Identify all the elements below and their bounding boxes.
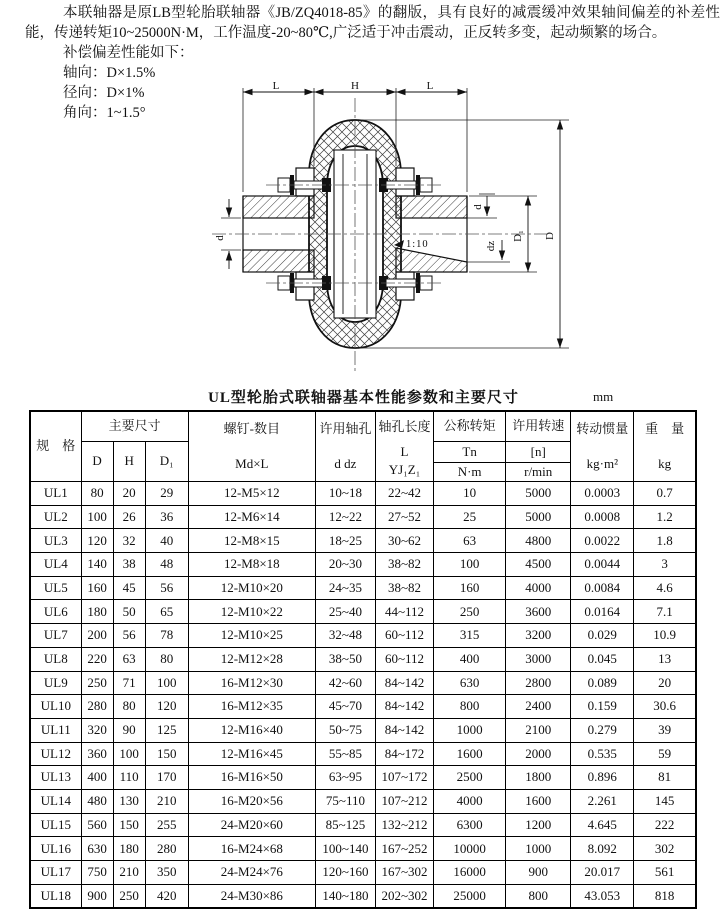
- cell-spec: UL14: [30, 789, 81, 813]
- table-row: [30, 718, 696, 742]
- header-inertia: [571, 411, 634, 482]
- cell-speed: 1600: [506, 789, 571, 813]
- dim-label-d-right: d: [472, 204, 484, 210]
- cell-speed: 1200: [506, 813, 571, 837]
- cell-weight: 561: [634, 861, 696, 885]
- cell-torque: 25: [434, 505, 506, 529]
- cell-bore-length: 38~82: [375, 576, 433, 600]
- cell-bore-length: 30~62: [375, 529, 433, 553]
- cell-speed: 3600: [506, 600, 571, 624]
- header-torque: 公称转矩: [434, 411, 506, 441]
- dim-label-d-left: d: [214, 235, 226, 241]
- cell-inertia: 0.159: [571, 695, 634, 719]
- cell-spec: UL3: [30, 529, 81, 553]
- header-speed-sym: [n]: [506, 441, 571, 463]
- cell-d1: 100: [145, 671, 188, 695]
- table-title-row: [30, 386, 697, 407]
- cell-screw: 24-M20×60: [188, 813, 315, 837]
- cell-screw: 16-M16×50: [188, 766, 315, 790]
- cell-speed: 2000: [506, 742, 571, 766]
- left-hub-lower: [243, 250, 314, 272]
- cell-d: 900: [81, 884, 113, 908]
- table-row: [30, 789, 696, 813]
- cell-bore-length: 167~252: [375, 837, 433, 861]
- cell-screw: 16-M12×30: [188, 671, 315, 695]
- cell-d1: 80: [145, 647, 188, 671]
- cell-d1: 36: [145, 505, 188, 529]
- cell-bore-length: 84~172: [375, 742, 433, 766]
- cell-speed: 3000: [506, 647, 571, 671]
- header-torque-sym: Tn: [434, 441, 506, 463]
- cell-speed: 800: [506, 884, 571, 908]
- cell-d: 100: [81, 505, 113, 529]
- right-hub-upper: [396, 196, 467, 218]
- cell-bore-range: 55~85: [315, 742, 375, 766]
- cell-speed: 3200: [506, 624, 571, 648]
- dim-label-l-right: L: [426, 80, 434, 92]
- cell-d: 560: [81, 813, 113, 837]
- cell-bore-range: 100~140: [315, 837, 375, 861]
- cell-d1: 210: [145, 789, 188, 813]
- cell-bore-length: 107~212: [375, 789, 433, 813]
- cell-spec: UL13: [30, 766, 81, 790]
- table-row: [30, 695, 696, 719]
- cell-weight: 1.2: [634, 505, 696, 529]
- cell-h: 50: [113, 600, 145, 624]
- cell-torque: 10: [434, 482, 506, 506]
- cell-inertia: 0.0008: [571, 505, 634, 529]
- cell-bore-length: 22~42: [375, 482, 433, 506]
- table-row: [30, 766, 696, 790]
- cell-d: 160: [81, 576, 113, 600]
- cell-bore-length: 84~142: [375, 671, 433, 695]
- header-bore-length-sub2: YJ₁Z₁: [388, 462, 421, 477]
- cell-screw: 12-M10×20: [188, 576, 315, 600]
- table-row: [30, 624, 696, 648]
- cell-inertia: 0.279: [571, 718, 634, 742]
- cell-bore-length: 60~112: [375, 624, 433, 648]
- axial-spec: 轴向：D×1.5%: [63, 65, 156, 81]
- cell-weight: 59: [634, 742, 696, 766]
- cell-torque: 1000: [434, 718, 506, 742]
- cell-h: 100: [113, 742, 145, 766]
- cell-d1: 78: [145, 624, 188, 648]
- cell-torque: 4000: [434, 789, 506, 813]
- cell-d1: 125: [145, 718, 188, 742]
- table-body: [30, 482, 696, 909]
- cell-speed: 4500: [506, 553, 571, 577]
- cell-torque: 6300: [434, 813, 506, 837]
- cell-screw: 16-M20×56: [188, 789, 315, 813]
- cell-bore-range: 45~70: [315, 695, 375, 719]
- cell-h: 180: [113, 837, 145, 861]
- cell-bore-range: 85~125: [315, 813, 375, 837]
- table-row: [30, 576, 696, 600]
- cell-weight: 39: [634, 718, 696, 742]
- cell-speed: 2800: [506, 671, 571, 695]
- header-weight-label: 重 量: [645, 421, 685, 437]
- cell-bore-length: 60~112: [375, 647, 433, 671]
- cell-inertia: 20.017: [571, 861, 634, 885]
- cell-spec: UL5: [30, 576, 81, 600]
- cell-torque: 400: [434, 647, 506, 671]
- cell-h: 90: [113, 718, 145, 742]
- cell-spec: UL8: [30, 647, 81, 671]
- cell-weight: 4.6: [634, 576, 696, 600]
- header-bore-length-label: 轴孔长度: [378, 419, 431, 434]
- compensation-heading: 补偿偏差性能如下：: [63, 45, 194, 61]
- taper-label: 1:10: [406, 239, 429, 250]
- cell-h: 20: [113, 482, 145, 506]
- dim-label-l-left: L: [272, 80, 280, 92]
- cell-bore-range: 10~18: [315, 482, 375, 506]
- header-bore-length-sub1: L: [400, 444, 409, 459]
- cell-spec: UL16: [30, 837, 81, 861]
- cell-d1: 120: [145, 695, 188, 719]
- cell-bore-length: 27~52: [375, 505, 433, 529]
- table-title: UL型轮胎式联轴器基本性能参数和主要尺寸: [208, 390, 519, 406]
- cell-speed: 5000: [506, 505, 571, 529]
- cell-spec: UL10: [30, 695, 81, 719]
- cell-torque: 1600: [434, 742, 506, 766]
- angular-spec: 角向：1~1.5°: [63, 105, 146, 121]
- cell-weight: 1.8: [634, 529, 696, 553]
- header-torque-unit: N·m: [434, 463, 506, 482]
- cell-spec: UL18: [30, 884, 81, 908]
- cell-torque: 315: [434, 624, 506, 648]
- table-row: [30, 813, 696, 837]
- header-main-dims: 主要尺寸: [81, 411, 188, 441]
- cell-bore-range: 38~50: [315, 647, 375, 671]
- table-row: [30, 884, 696, 908]
- table-unit-label: mm: [593, 389, 614, 404]
- cell-spec: UL7: [30, 624, 81, 648]
- header-inertia-unit: kg·m²: [586, 455, 618, 471]
- cell-bore-length: 38~82: [375, 553, 433, 577]
- dim-label-d-outer: D: [544, 232, 556, 240]
- table-row: [30, 861, 696, 885]
- table-header: [30, 411, 696, 482]
- header-bore-label: 许用轴孔: [319, 421, 372, 437]
- cell-speed: 1000: [506, 837, 571, 861]
- cell-bore-length: 132~212: [375, 813, 433, 837]
- header-col-d1: D₁: [145, 441, 188, 482]
- cell-torque: 800: [434, 695, 506, 719]
- cell-d: 220: [81, 647, 113, 671]
- cell-d1: 170: [145, 766, 188, 790]
- cell-speed: 2400: [506, 695, 571, 719]
- cell-weight: 0.7: [634, 482, 696, 506]
- table-row: [30, 671, 696, 695]
- cell-torque: 25000: [434, 884, 506, 908]
- cell-d: 250: [81, 671, 113, 695]
- cell-screw: 12-M8×18: [188, 553, 315, 577]
- cell-spec: UL6: [30, 600, 81, 624]
- cell-inertia: 0.089: [571, 671, 634, 695]
- cell-spec: UL1: [30, 482, 81, 506]
- cell-h: 210: [113, 861, 145, 885]
- cell-h: 38: [113, 553, 145, 577]
- header-weight-unit: kg: [658, 455, 672, 471]
- cell-bore-range: 12~22: [315, 505, 375, 529]
- header-screw-label: 螺钉-数目: [223, 421, 280, 437]
- cell-bore-range: 75~110: [315, 789, 375, 813]
- cell-screw: 12-M16×45: [188, 742, 315, 766]
- header-spec: 规 格: [30, 411, 81, 482]
- cell-torque: 250: [434, 600, 506, 624]
- cell-h: 130: [113, 789, 145, 813]
- cell-screw: 12-M5×12: [188, 482, 315, 506]
- cell-torque: 16000: [434, 861, 506, 885]
- cell-d: 750: [81, 861, 113, 885]
- cell-inertia: 8.092: [571, 837, 634, 861]
- cell-weight: 10.9: [634, 624, 696, 648]
- cell-bore-range: 20~30: [315, 553, 375, 577]
- cell-spec: UL9: [30, 671, 81, 695]
- header-bore: [315, 411, 375, 482]
- right-hub-lower: [396, 248, 467, 272]
- header-col-h: H: [113, 441, 145, 482]
- cell-d: 180: [81, 600, 113, 624]
- cell-screw: 12-M10×22: [188, 600, 315, 624]
- cell-d: 120: [81, 529, 113, 553]
- cell-inertia: 2.261: [571, 789, 634, 813]
- cell-d1: 65: [145, 600, 188, 624]
- header-col-d: D: [81, 441, 113, 482]
- cell-spec: UL17: [30, 861, 81, 885]
- dim-label-dz: dz: [485, 240, 497, 252]
- table-row: [30, 742, 696, 766]
- cell-inertia: 43.053: [571, 884, 634, 908]
- cell-screw: 16-M24×68: [188, 837, 315, 861]
- cell-inertia: 0.0164: [571, 600, 634, 624]
- cell-weight: 222: [634, 813, 696, 837]
- header-bore-sub: d dz: [334, 455, 357, 471]
- cell-weight: 20: [634, 671, 696, 695]
- dim-label-h: H: [351, 80, 359, 92]
- cell-h: 45: [113, 576, 145, 600]
- cell-d: 320: [81, 718, 113, 742]
- cell-d1: 48: [145, 553, 188, 577]
- coupling-cross-section-diagram: [0, 78, 726, 384]
- cell-inertia: 0.535: [571, 742, 634, 766]
- cell-bore-range: 32~48: [315, 624, 375, 648]
- cell-weight: 7.1: [634, 600, 696, 624]
- cell-torque: 10000: [434, 837, 506, 861]
- cell-torque: 100: [434, 553, 506, 577]
- cell-weight: 3: [634, 553, 696, 577]
- cell-d: 400: [81, 766, 113, 790]
- table-row: [30, 553, 696, 577]
- cell-spec: UL12: [30, 742, 81, 766]
- cell-d: 80: [81, 482, 113, 506]
- cell-torque: 2500: [434, 766, 506, 790]
- coupling-drawing-svg: [0, 78, 726, 384]
- cell-h: 110: [113, 766, 145, 790]
- table-row: [30, 837, 696, 861]
- cell-d1: 56: [145, 576, 188, 600]
- cell-h: 250: [113, 884, 145, 908]
- cell-h: 26: [113, 505, 145, 529]
- cell-weight: 818: [634, 884, 696, 908]
- cell-spec: UL15: [30, 813, 81, 837]
- header-bore-length: [375, 411, 433, 482]
- header-speed: 许用转速: [506, 411, 571, 441]
- cell-bore-range: 50~75: [315, 718, 375, 742]
- cell-bore-range: 18~25: [315, 529, 375, 553]
- cell-spec: UL11: [30, 718, 81, 742]
- table-row: [30, 505, 696, 529]
- cell-bore-range: 24~35: [315, 576, 375, 600]
- cell-d1: 29: [145, 482, 188, 506]
- cell-inertia: 4.645: [571, 813, 634, 837]
- cell-bore-length: 84~142: [375, 718, 433, 742]
- cell-spec: UL4: [30, 553, 81, 577]
- cell-screw: 12-M6×14: [188, 505, 315, 529]
- cell-bore-range: 140~180: [315, 884, 375, 908]
- cell-bore-length: 167~302: [375, 861, 433, 885]
- cell-h: 32: [113, 529, 145, 553]
- cell-d1: 280: [145, 837, 188, 861]
- cell-inertia: 0.896: [571, 766, 634, 790]
- dim-label-d1: D₁: [512, 230, 524, 242]
- table-row: [30, 529, 696, 553]
- intro-paragraph: 本联轴器是原LB型轮胎联轴器《JB/ZQ4018-85》的翻版，具有良好的减震缓冲效果轴间偏差的补差性能，传递转矩10~25000N·M，工作温度-20~80℃,广泛适于冲击震动，正反转多变，起动频繁的场合。: [25, 5, 720, 41]
- cell-screw: 12-M12×28: [188, 647, 315, 671]
- header-speed-unit: r/min: [506, 463, 571, 482]
- spec-table: [29, 410, 697, 909]
- cell-weight: 302: [634, 837, 696, 861]
- cell-inertia: 0.0003: [571, 482, 634, 506]
- cell-bore-length: 44~112: [375, 600, 433, 624]
- cell-screw: 24-M30×86: [188, 884, 315, 908]
- cell-screw: 16-M12×35: [188, 695, 315, 719]
- cell-bore-range: 63~95: [315, 766, 375, 790]
- cell-weight: 145: [634, 789, 696, 813]
- cell-screw: 12-M16×40: [188, 718, 315, 742]
- header-weight: [634, 411, 696, 482]
- cell-d: 280: [81, 695, 113, 719]
- cell-bore-range: 25~40: [315, 600, 375, 624]
- cell-screw: 24-M24×76: [188, 861, 315, 885]
- cell-inertia: 0.029: [571, 624, 634, 648]
- cell-d1: 40: [145, 529, 188, 553]
- cell-h: 150: [113, 813, 145, 837]
- cell-inertia: 0.0044: [571, 553, 634, 577]
- cell-inertia: 0.0084: [571, 576, 634, 600]
- cell-speed: 2100: [506, 718, 571, 742]
- cell-bore-range: 120~160: [315, 861, 375, 885]
- cell-inertia: 0.0022: [571, 529, 634, 553]
- cell-d1: 255: [145, 813, 188, 837]
- table-row: [30, 482, 696, 506]
- cell-torque: 63: [434, 529, 506, 553]
- cell-weight: 30.6: [634, 695, 696, 719]
- cell-spec: UL2: [30, 505, 81, 529]
- cell-bore-range: 42~60: [315, 671, 375, 695]
- cell-h: 63: [113, 647, 145, 671]
- cell-bore-length: 107~172: [375, 766, 433, 790]
- cell-screw: 12-M10×25: [188, 624, 315, 648]
- cell-speed: 900: [506, 861, 571, 885]
- cell-d1: 150: [145, 742, 188, 766]
- table-row: [30, 600, 696, 624]
- cell-d: 200: [81, 624, 113, 648]
- cell-d: 480: [81, 789, 113, 813]
- cell-d1: 350: [145, 861, 188, 885]
- cell-d: 360: [81, 742, 113, 766]
- cell-torque: 160: [434, 576, 506, 600]
- cell-speed: 1800: [506, 766, 571, 790]
- cell-d: 630: [81, 837, 113, 861]
- cell-d1: 420: [145, 884, 188, 908]
- cell-screw: 12-M8×15: [188, 529, 315, 553]
- radial-spec: 径向：D×1%: [63, 85, 145, 101]
- cell-speed: 4000: [506, 576, 571, 600]
- cell-d: 140: [81, 553, 113, 577]
- cell-torque: 630: [434, 671, 506, 695]
- header-screw: [188, 411, 315, 482]
- cell-weight: 81: [634, 766, 696, 790]
- cell-inertia: 0.045: [571, 647, 634, 671]
- table-row: [30, 647, 696, 671]
- cell-h: 56: [113, 624, 145, 648]
- cell-bore-length: 202~302: [375, 884, 433, 908]
- cell-bore-length: 84~142: [375, 695, 433, 719]
- cell-weight: 13: [634, 647, 696, 671]
- cell-speed: 4800: [506, 529, 571, 553]
- cell-h: 80: [113, 695, 145, 719]
- left-hub-upper: [243, 196, 314, 218]
- cell-h: 71: [113, 671, 145, 695]
- header-screw-sub: Md×L: [235, 455, 269, 471]
- cell-speed: 5000: [506, 482, 571, 506]
- header-inertia-label: 转动惯量: [576, 421, 629, 437]
